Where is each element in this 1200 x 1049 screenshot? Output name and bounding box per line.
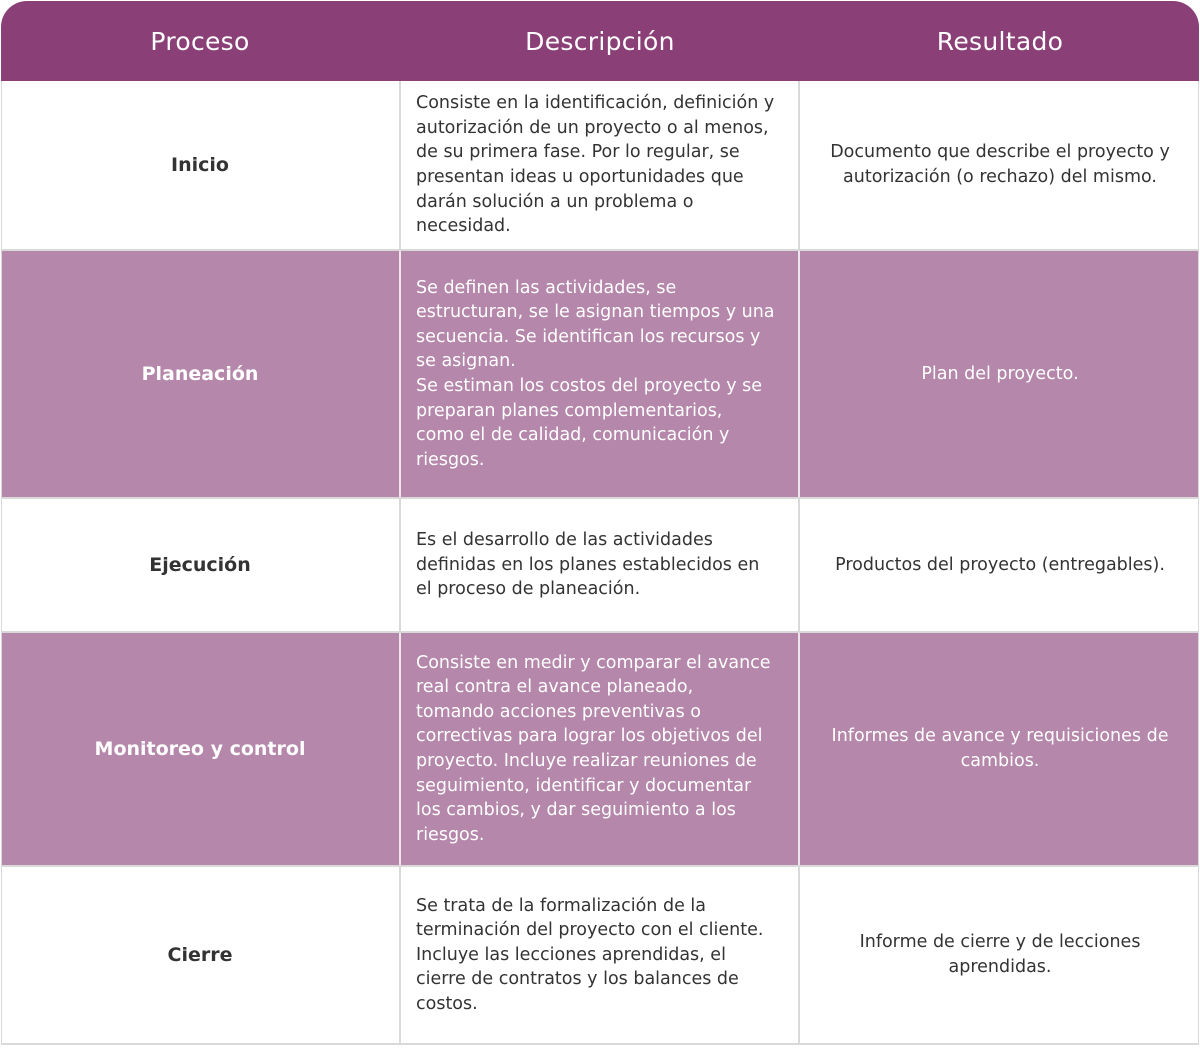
cell-descripcion [402,867,798,1043]
proceso-label: Cierre [167,944,233,966]
column-divider [399,251,401,497]
column-divider [798,633,800,865]
row-divider [1,1043,1199,1045]
table-row-monitoreo [1,633,1199,865]
cell-resultado [801,251,1199,497]
cell-resultado [801,633,1199,865]
descripcion-text: Consiste en la identificación, definición y autorización de un proyecto o al menos, de su primera fase. Por lo regular, se presentan ideas u oportunidades que darán solución a un problema o necesidad. [416,93,775,237]
cell-proceso [1,251,399,497]
process-table [1,1,1199,1045]
cell-descripcion [402,251,798,497]
table-row-planeacion [1,251,1199,497]
cell-proceso [1,81,399,249]
descripcion-text: Consiste en medir y comparar el avance real contra el avance planeado, tomando acciones preventivas o correctivas para lograr los objetivos del proyecto. Incluye realizar reuniones de seguimiento, identificar y documentar los cambios, y dar seguimiento a los riesgos. [416,652,771,845]
table-header [1,1,1199,81]
proceso-label: Ejecución [149,554,251,576]
resultado-text: Plan del proyecto. [921,363,1079,384]
cell-resultado [801,81,1199,249]
table-row-inicio [1,81,1199,249]
table-row-cierre [1,867,1199,1043]
column-divider [798,251,800,497]
resultado-text: Productos del proyecto (entregables). [835,554,1165,575]
cell-proceso [1,499,399,631]
cell-resultado [801,499,1199,631]
cell-descripcion [402,81,798,249]
cell-proceso [1,867,399,1043]
resultado-text: Informe de cierre y de lecciones aprendidas. [859,932,1141,977]
cell-descripcion [402,633,798,865]
header-proceso: Proceso [150,26,250,56]
cell-resultado [801,867,1199,1043]
column-divider [798,81,800,249]
proceso-label: Monitoreo y control [94,738,306,760]
table-row-ejecucion [1,499,1199,631]
descripcion-text: Se trata de la formalización de la terminación del proyecto con el cliente. Incluye las lecciones aprendidas, el cierre de contratos y los balances de costos. [416,895,764,1014]
column-divider [798,499,800,631]
cell-descripcion [402,499,798,631]
column-divider [399,81,401,249]
resultado-text: Documento que describe el proyecto y autorización (o rechazo) del mismo. [830,142,1170,187]
column-divider [798,867,800,1043]
column-divider [399,499,401,631]
header-resultado: Resultado [936,26,1064,56]
cell-proceso [1,633,399,865]
descripcion-text: Se definen las actividades, se estructuran, se le asignan tiempos y una secuencia. Se identifican los recursos y se asignan. Se estiman los costos del proyecto y se preparan planes complementarios, como el de calidad, comunicación y riesgos. [416,277,775,470]
proceso-label: Inicio [171,154,229,176]
column-divider [399,867,401,1043]
header-descripcion: Descripción [525,26,675,56]
column-divider [399,633,401,865]
resultado-text: Informes de avance y requisiciones de cambios. [831,726,1169,771]
descripcion-text: Es el desarrollo de las actividades definidas en los planes establecidos en el proceso de planeación. [416,530,760,600]
proceso-label: Planeación [141,363,259,385]
